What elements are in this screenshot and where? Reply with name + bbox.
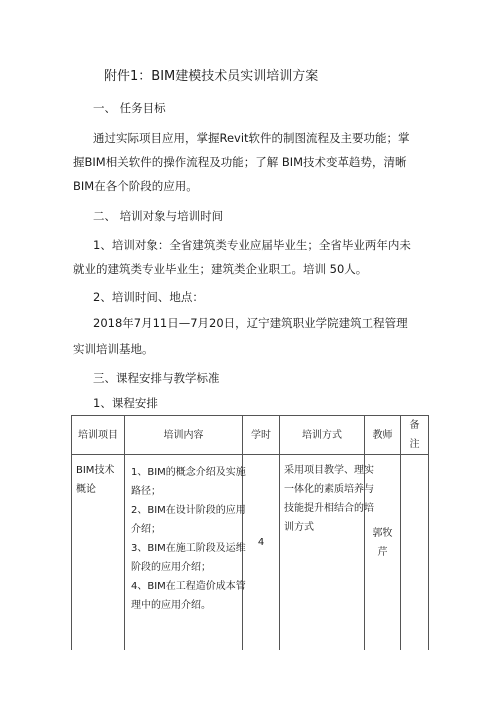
header-method: 培训方式 bbox=[280, 416, 365, 455]
table-row bbox=[72, 455, 429, 651]
section-3-subheading-1: 1、课程安排 bbox=[93, 396, 158, 410]
cell-hours: 4 bbox=[243, 455, 280, 651]
section-2-item-2-line-1: 2018年7月11日—7月20日，辽宁建筑职业学院建筑工程管理 bbox=[93, 316, 408, 330]
cell-method bbox=[280, 455, 374, 651]
cell-content-line: 1、BIM的概念介绍及实施 bbox=[131, 467, 246, 478]
header-remark: 备注 bbox=[401, 416, 429, 455]
section-1-heading: 一、 任务目标 bbox=[93, 101, 166, 115]
header-hours: 学时 bbox=[243, 416, 280, 455]
cell-content-line: 路径； bbox=[131, 486, 161, 497]
document-title: 附件1：BIM建模技术员实训培训方案 bbox=[104, 69, 319, 84]
cell-content-line: 阶段的应用介绍； bbox=[131, 562, 211, 573]
section-2-heading: 二、 培训对象与培训时间 bbox=[93, 209, 224, 223]
cell-content-line: 介绍； bbox=[131, 524, 161, 535]
section-1-paragraph-line-1: 通过实际项目应用，掌握Revit软件的制图流程及主要功能；掌 bbox=[93, 131, 410, 145]
section-1-paragraph-line-2: 握BIM相关软件的操作流程及功能；了解 BIM技术变革趋势，清晰 bbox=[73, 155, 407, 169]
course-schedule-table bbox=[71, 415, 429, 650]
cell-method-line: 采用项目教学、理实 bbox=[284, 465, 374, 476]
section-2-item-2-line-2: 实训培训基地。 bbox=[73, 342, 154, 356]
header-project: 培训项目 bbox=[72, 416, 125, 455]
section-3-heading: 三、课程安排与教学标准 bbox=[93, 371, 220, 385]
cell-teacher: 郭牧芹 bbox=[365, 455, 401, 651]
section-2-item-2: 2、培训时间、地点： bbox=[93, 290, 204, 304]
header-teacher: 教师 bbox=[365, 416, 401, 455]
cell-remark bbox=[401, 455, 429, 651]
table-header-row bbox=[72, 416, 429, 455]
cell-method-line: 技能提升相结合的培 bbox=[284, 503, 374, 514]
section-1-paragraph-line-3: BIM在各个阶段的应用。 bbox=[73, 179, 198, 193]
section-2-item-1-line-2: 就业的建筑类专业毕业生；建筑类企业职工。培训 50人。 bbox=[73, 262, 368, 276]
cell-project-line: 概论 bbox=[76, 484, 96, 495]
cell-method-line: 训方式 bbox=[284, 522, 314, 533]
cell-method-line: 一体化的素质培养与 bbox=[284, 484, 374, 495]
cell-content bbox=[125, 455, 246, 651]
cell-content-line: 2、BIM在设计阶段的应用 bbox=[131, 505, 246, 516]
header-content: 培训内容 bbox=[125, 416, 243, 455]
cell-content-line: 4、BIM在工程造价成本管 bbox=[131, 581, 246, 592]
cell-project bbox=[72, 455, 125, 651]
cell-content-line: 理中的应用介绍。 bbox=[131, 600, 211, 611]
section-2-item-1-line-1: 1、培训对象：全省建筑类专业应届毕业生；全省毕业两年内未 bbox=[93, 238, 411, 252]
cell-project-line: BIM技术 bbox=[76, 465, 115, 476]
cell-content-line: 3、BIM在施工阶段及运维 bbox=[131, 543, 246, 554]
